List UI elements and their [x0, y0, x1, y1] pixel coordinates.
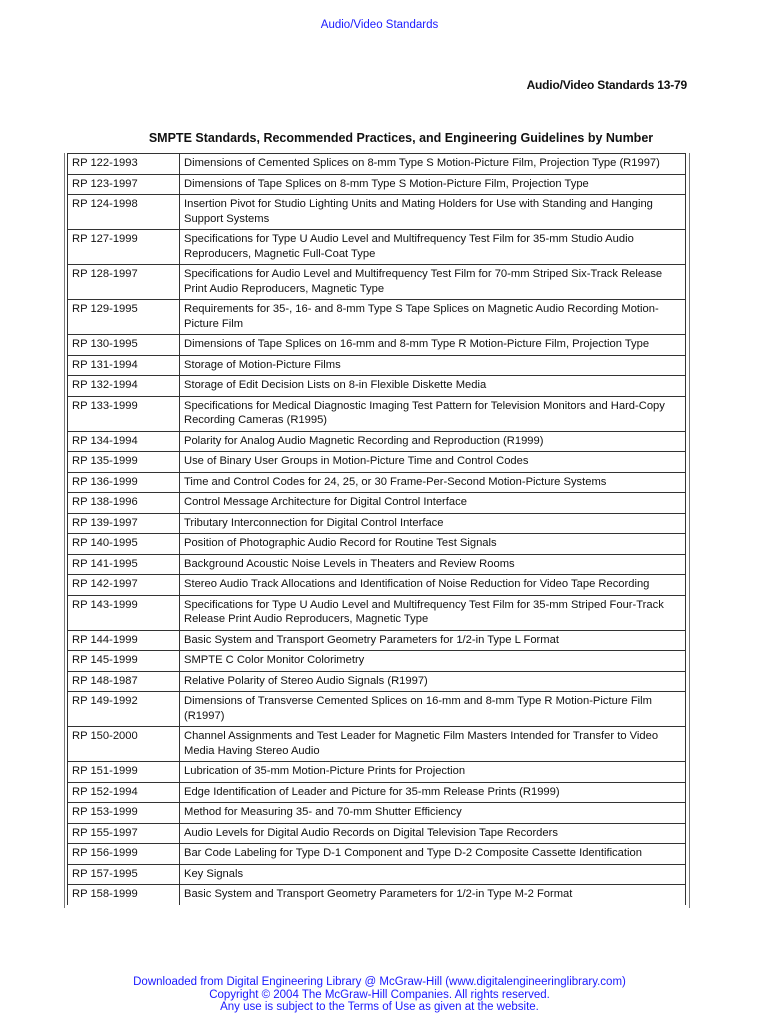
standard-title: Channel Assignments and Test Leader for Magnetic Film Masters Intended for Transfer to Video Media Having Stereo Audio [180, 727, 686, 762]
running-head: Audio/Video Standards 13-79 [526, 78, 687, 92]
standard-title: Dimensions of Tape Splices on 16-mm and 8-mm Type R Motion-Picture Film, Projection Type [180, 335, 686, 356]
table-row [68, 575, 686, 596]
table-row [68, 692, 686, 727]
table-row [68, 864, 686, 885]
table-row [68, 762, 686, 783]
standard-title: Stereo Audio Track Allocations and Identification of Noise Reduction for Video Tape Recording [180, 575, 686, 596]
standard-title: Position of Photographic Audio Record for Routine Test Signals [180, 534, 686, 555]
standard-number: RP 130-1995 [68, 335, 180, 356]
standard-title: Insertion Pivot for Studio Lighting Units and Mating Holders for Use with Standing and Hanging Support Systems [180, 195, 686, 230]
top-header-link[interactable]: Audio/Video Standards [320, 19, 439, 31]
standard-number: RP 158-1999 [68, 885, 180, 905]
standards-table-body [68, 154, 686, 905]
standard-title: Specifications for Audio Level and Multifrequency Test Film for 70-mm Striped Six-Track Release Print Audio Reproducers, Magnetic Type [180, 265, 686, 300]
standard-number: RP 143-1999 [68, 595, 180, 630]
standard-number: RP 124-1998 [68, 195, 180, 230]
standard-title: Basic System and Transport Geometry Parameters for 1/2-in Type L Format [180, 630, 686, 651]
table-row [68, 630, 686, 651]
table-row [68, 154, 686, 175]
table-row [68, 265, 686, 300]
standard-title: Relative Polarity of Stereo Audio Signals (R1997) [180, 671, 686, 692]
footer-download-line[interactable]: Downloaded from Digital Engineering Library @ McGraw-Hill (www.digitalengineeringlibrary.com) [133, 976, 626, 988]
standards-table [67, 153, 686, 905]
table-row [68, 513, 686, 534]
table-row [68, 355, 686, 376]
standard-title: Specifications for Medical Diagnostic Imaging Test Pattern for Television Monitors and Hard-Copy Recording Cameras (R1995) [180, 396, 686, 431]
footer-terms-line[interactable]: Any use is subject to the Terms of Use as given at the website. [220, 1001, 539, 1013]
standard-number: RP 152-1994 [68, 782, 180, 803]
table-row [68, 554, 686, 575]
table-row [68, 376, 686, 397]
standard-number: RP 135-1999 [68, 452, 180, 473]
table-row [68, 493, 686, 514]
standard-number: RP 155-1997 [68, 823, 180, 844]
standard-title: Requirements for 35-, 16- and 8-mm Type S Tape Splices on Magnetic Audio Recording Motion-Picture Film [180, 300, 686, 335]
standard-title: Key Signals [180, 864, 686, 885]
table-row [68, 230, 686, 265]
standard-number: RP 156-1999 [68, 844, 180, 865]
standard-number: RP 145-1999 [68, 651, 180, 672]
standard-title: Method for Measuring 35- and 70-mm Shutter Efficiency [180, 803, 686, 824]
standard-number: RP 150-2000 [68, 727, 180, 762]
standard-number: RP 128-1997 [68, 265, 180, 300]
table-row [68, 300, 686, 335]
table-row [68, 195, 686, 230]
standard-title: Storage of Edit Decision Lists on 8-in Flexible Diskette Media [180, 376, 686, 397]
standard-number: RP 151-1999 [68, 762, 180, 783]
table-row [68, 727, 686, 762]
standard-number: RP 139-1997 [68, 513, 180, 534]
standard-title: Bar Code Labeling for Type D-1 Component and Type D-2 Composite Cassette Identification [180, 844, 686, 865]
standard-title: Use of Binary User Groups in Motion-Picture Time and Control Codes [180, 452, 686, 473]
table-row [68, 534, 686, 555]
standard-title: Dimensions of Tape Splices on 8-mm Type S Motion-Picture Film, Projection Type [180, 174, 686, 195]
standard-title: Time and Control Codes for 24, 25, or 30 Frame-Per-Second Motion-Picture Systems [180, 472, 686, 493]
standard-number: RP 144-1999 [68, 630, 180, 651]
table-row [68, 472, 686, 493]
standard-number: RP 138-1996 [68, 493, 180, 514]
standard-title: SMPTE C Color Monitor Colorimetry [180, 651, 686, 672]
table-row [68, 803, 686, 824]
table-row [68, 595, 686, 630]
table-left-edge [64, 153, 65, 908]
standard-number: RP 136-1999 [68, 472, 180, 493]
standard-number: RP 141-1995 [68, 554, 180, 575]
table-row [68, 431, 686, 452]
standard-number: RP 149-1992 [68, 692, 180, 727]
table-row [68, 452, 686, 473]
standard-title: Tributary Interconnection for Digital Control Interface [180, 513, 686, 534]
table-title: SMPTE Standards, Recommended Practices, and Engineering Guidelines by Number [148, 131, 654, 145]
standard-title: Control Message Architecture for Digital Control Interface [180, 493, 686, 514]
table-row [68, 174, 686, 195]
table-row [68, 651, 686, 672]
standard-number: RP 129-1995 [68, 300, 180, 335]
standard-number: RP 140-1995 [68, 534, 180, 555]
standard-number: RP 131-1994 [68, 355, 180, 376]
standard-number: RP 153-1999 [68, 803, 180, 824]
standard-title: Edge Identification of Leader and Picture for 35-mm Release Prints (R1999) [180, 782, 686, 803]
standard-number: RP 122-1993 [68, 154, 180, 175]
standard-title: Specifications for Type U Audio Level and Multifrequency Test Film for 35-mm Studio Audio Reproducers, Magnetic Full-Coat Type [180, 230, 686, 265]
standard-number: RP 123-1997 [68, 174, 180, 195]
standard-title: Dimensions of Transverse Cemented Splices on 16-mm and 8-mm Type R Motion-Picture Film (R1997) [180, 692, 686, 727]
standard-title: Storage of Motion-Picture Films [180, 355, 686, 376]
standard-title: Polarity for Analog Audio Magnetic Recording and Reproduction (R1999) [180, 431, 686, 452]
table-row [68, 885, 686, 905]
standard-number: RP 132-1994 [68, 376, 180, 397]
standard-title: Audio Levels for Digital Audio Records on Digital Television Tape Recorders [180, 823, 686, 844]
standard-title: Dimensions of Cemented Splices on 8-mm Type S Motion-Picture Film, Projection Type (R1997) [180, 154, 686, 175]
table-row [68, 335, 686, 356]
table-row [68, 844, 686, 865]
standard-title: Specifications for Type U Audio Level and Multifrequency Test Film for 35-mm Striped Four-Track Release Print Audio Reproducers, Magnetic Type [180, 595, 686, 630]
footer [0, 976, 759, 1014]
table-row [68, 782, 686, 803]
standard-number: RP 148-1987 [68, 671, 180, 692]
standard-number: RP 157-1995 [68, 864, 180, 885]
table-row [68, 396, 686, 431]
table-right-edge [689, 153, 690, 908]
table-row [68, 671, 686, 692]
standard-number: RP 127-1999 [68, 230, 180, 265]
standard-number: RP 134-1994 [68, 431, 180, 452]
standard-number: RP 142-1997 [68, 575, 180, 596]
footer-copyright-line[interactable]: Copyright © 2004 The McGraw-Hill Companies. All rights reserved. [209, 988, 550, 1001]
table-row [68, 823, 686, 844]
standard-title: Lubrication of 35-mm Motion-Picture Prints for Projection [180, 762, 686, 783]
standard-number: RP 133-1999 [68, 396, 180, 431]
standard-title: Background Acoustic Noise Levels in Theaters and Review Rooms [180, 554, 686, 575]
standard-title: Basic System and Transport Geometry Parameters for 1/2-in Type M-2 Format [180, 885, 686, 905]
